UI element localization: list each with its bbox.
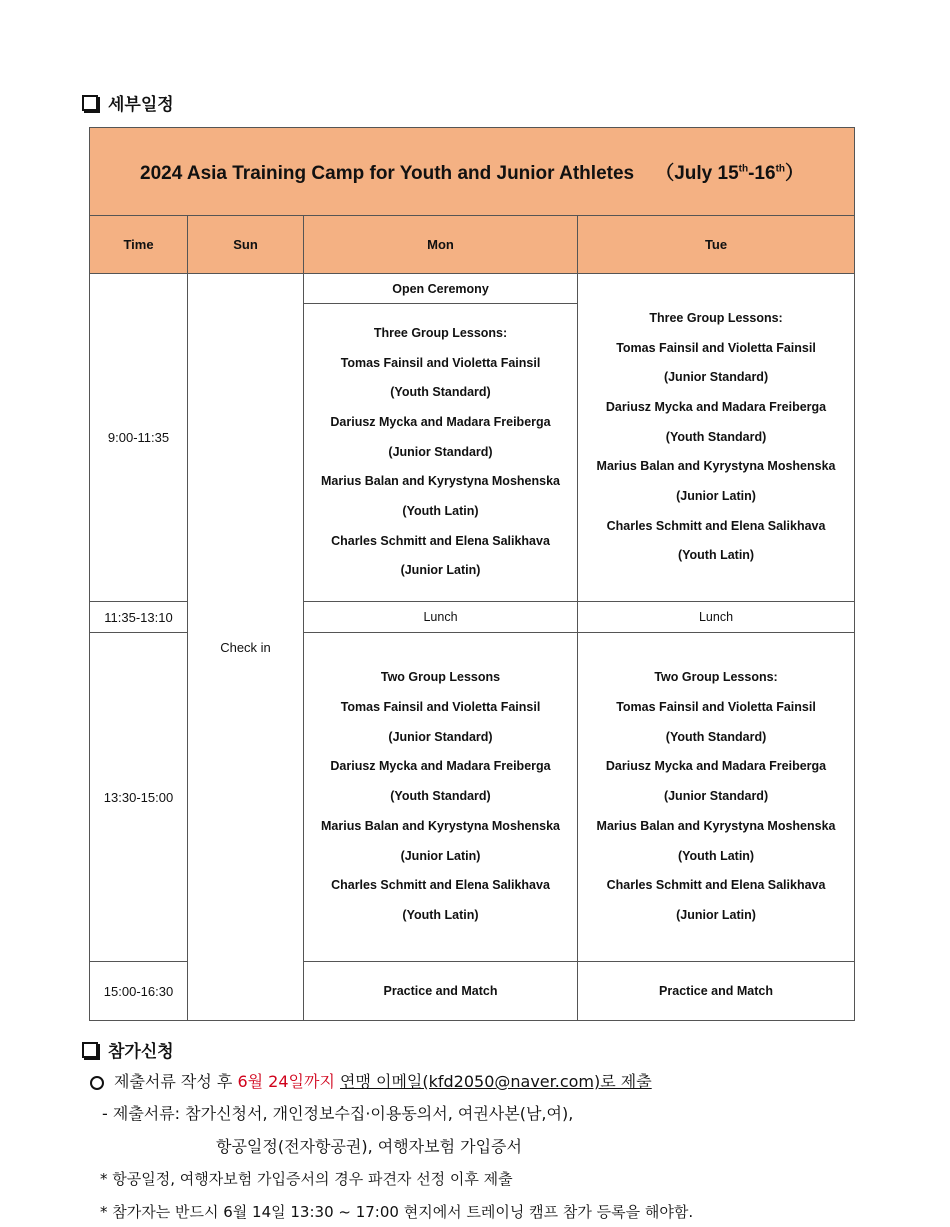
tue-lunch-cell: Lunch [578, 602, 855, 633]
apply-line-2: - 제출서류: 참가신청서, 개인정보수집·이용동의서, 여권사본(남,여), [102, 1104, 574, 1123]
sun-checkin-cell: Check in [188, 274, 304, 1021]
lesson-line: (Junior Standard) [663, 789, 769, 804]
lesson-line: Marius Balan and Kyrystyna Moshenska [596, 459, 836, 474]
section-heading-apply [82, 1037, 174, 1062]
schedule-table [89, 127, 855, 1021]
lesson-line: Tomas Fainsil and Violetta Fainsil [340, 355, 541, 370]
lesson-line: (Junior Standard) [388, 729, 493, 744]
lesson-line: (Junior Standard) [388, 444, 493, 459]
lesson-line: Dariusz Mycka and Madara Freiberga [605, 759, 827, 774]
lesson-line: Dariusz Mycka and Madara Freiberga [605, 399, 827, 414]
lesson-line: (Junior Latin) [400, 848, 481, 863]
mon-morning-list [304, 319, 577, 586]
lesson-line: (Youth Latin) [402, 504, 479, 519]
header-time: Time [90, 216, 188, 274]
lesson-line: Two Group Lessons [380, 670, 501, 685]
apply-line-1 [90, 1069, 652, 1092]
lesson-line: Three Group Lessons: [649, 310, 783, 325]
lesson-line: (Junior Standard) [663, 370, 769, 385]
lesson-line: Charles Schmitt and Elena Salikhava [331, 878, 550, 893]
lesson-line: Charles Schmitt and Elena Salikhava [606, 518, 826, 533]
lesson-line: Charles Schmitt and Elena Salikhava [331, 533, 550, 548]
deadline-text: 6월 24일까지 [237, 1072, 335, 1091]
time-cell: 15:00-16:30 [90, 962, 188, 1021]
lesson-line: Three Group Lessons: [373, 325, 508, 340]
tue-afternoon-cell [578, 633, 855, 962]
lesson-line: (Junior Latin) [400, 563, 481, 578]
lesson-line: (Youth Latin) [677, 548, 755, 563]
lesson-line: (Youth Standard) [390, 385, 491, 400]
time-cell: 9:00-11:35 [90, 274, 188, 602]
lesson-line: Marius Balan and Kyrystyna Moshenska [321, 474, 560, 489]
lesson-line: (Youth Latin) [402, 907, 479, 922]
lesson-line: Dariusz Mycka and Madara Freiberga [330, 414, 551, 429]
mon-afternoon-cell [304, 633, 578, 962]
date-sup-1: th [738, 163, 749, 175]
apply-note-1: * 항공일정, 여행자보험 가입증서의 경우 파견자 선정 이후 제출 [100, 1170, 513, 1188]
header-tue: Tue [578, 216, 855, 274]
lesson-line: Charles Schmitt and Elena Salikhava [606, 878, 826, 893]
mon-practice-cell: Practice and Match [304, 962, 578, 1021]
mon-morning-cell [304, 304, 578, 602]
tue-afternoon-list [578, 663, 854, 930]
lesson-line: (Youth Standard) [390, 789, 491, 804]
mon-afternoon-list [304, 663, 577, 930]
date-sup-2: th [775, 163, 786, 175]
header-mon: Mon [304, 216, 578, 274]
mon-ceremony-cell: Open Ceremony [304, 274, 578, 304]
circle-bullet-icon [90, 1076, 104, 1090]
time-cell: 11:35-13:10 [90, 602, 188, 633]
lesson-line: (Youth Standard) [665, 729, 767, 744]
tue-practice-cell: Practice and Match [578, 962, 855, 1021]
section-title: 세부일정 [108, 95, 174, 115]
square-bullet-icon [82, 95, 98, 111]
section-title: 참가신청 [108, 1042, 174, 1062]
lesson-line: Tomas Fainsil and Violetta Fainsil [340, 700, 541, 715]
tue-morning-cell [578, 274, 855, 602]
square-bullet-icon [82, 1042, 98, 1058]
tue-morning-list [578, 304, 854, 571]
lesson-line: (Junior Latin) [676, 907, 756, 922]
schedule-title [90, 128, 855, 216]
title-text: 2024 Asia Training Camp for Youth and Junior Athletes [140, 163, 635, 184]
header-sun: Sun [188, 216, 304, 274]
mon-lunch-cell: Lunch [304, 602, 578, 633]
date-mid: -16 [748, 163, 776, 184]
lesson-line: Marius Balan and Kyrystyna Moshenska [321, 818, 560, 833]
email-submit-text: 연맹 이메일(kfd2050@naver.com)로 제출 [340, 1072, 652, 1091]
lesson-line: Marius Balan and Kyrystyna Moshenska [596, 818, 836, 833]
apply-line-3: 항공일정(전자항공권), 여행자보험 가입증서 [216, 1137, 522, 1156]
lesson-line: Tomas Fainsil and Violetta Fainsil [616, 340, 816, 355]
section-heading-schedule [82, 90, 174, 115]
date-open: （July 15 [655, 163, 739, 184]
lesson-line: (Youth Latin) [677, 848, 755, 863]
apply-note-2: * 참가자는 반드시 6월 14일 13:30 ~ 17:00 현지에서 트레이닝 캠프 참가 등록을 해야함. [100, 1203, 694, 1221]
lesson-line: Two Group Lessons: [654, 670, 778, 685]
apply-pre: 제출서류 작성 후 [114, 1072, 238, 1091]
lesson-line: (Youth Standard) [665, 429, 767, 444]
lesson-line: Dariusz Mycka and Madara Freiberga [330, 759, 551, 774]
lesson-line: Tomas Fainsil and Violetta Fainsil [616, 700, 816, 715]
date-close: ） [785, 163, 805, 184]
lesson-line: (Junior Latin) [676, 489, 756, 504]
time-cell: 13:30-15:00 [90, 633, 188, 962]
